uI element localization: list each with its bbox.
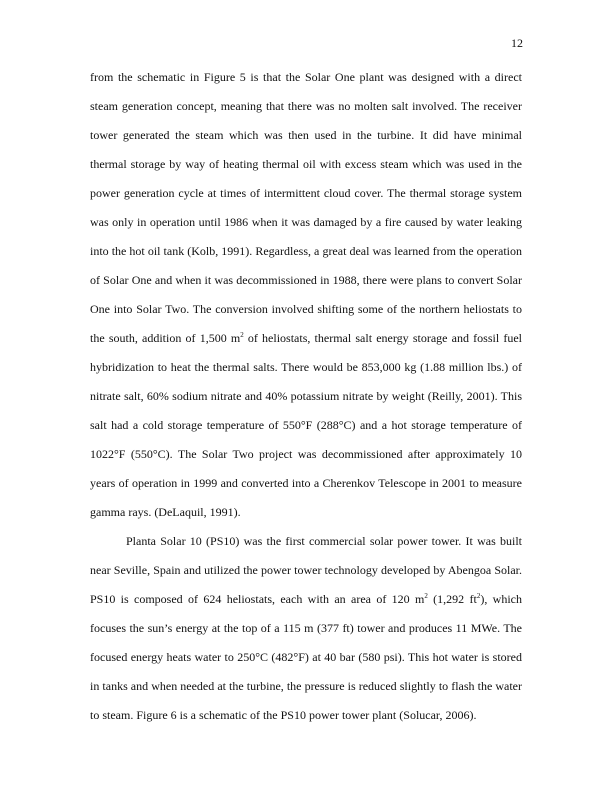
body-text [90,68,522,735]
text-line: into the hot oil tank (Kolb, 1991). Regardless, a great deal was learned from the operation [90,244,522,258]
text-line: tower generated the steam which was then used in the turbine. It did have minimal [90,128,522,142]
text-line: thermal storage by way of heating thermal oil with excess steam which was used in the [90,157,522,171]
superscript: 2 [424,592,428,600]
text-line: to steam. Figure 6 is a schematic of the PS10 power tower plant (Solucar, 2006). [90,708,477,722]
text-fragment: (1,292 ft [427,592,477,606]
text-line: near Seville, Spain and utilized the power tower technology developed by Abengoa Solar. [90,563,522,577]
text-line: focused energy heats water to 250°C (482°F) at 40 bar (580 psi). This hot water is stored [90,650,522,664]
text-line: 1022°F (550°C). The Solar Two project was decommissioned after approximately 10 [90,447,522,461]
text-fragment: of heliostats, thermal salt energy storage and fossil fuel [243,331,522,345]
text-fragment: the south, addition of 1,500 m [90,331,241,345]
text-line: Planta Solar 10 (PS10) was the first commercial solar power tower. It was built [126,534,522,548]
superscript: 2 [240,331,244,339]
text-line: One into Solar Two. The conversion involved shifting some of the northern heliostats to [90,302,522,316]
text-line: nitrate salt, 60% sodium nitrate and 40% potassium nitrate by weight (Reilly, 2001). This [90,389,522,403]
text-line [90,329,522,358]
text-line: years of operation in 1999 and converted into a Cherenkov Telescope in 2001 to measure [90,476,522,490]
text-fragment: PS10 is composed of 624 heliostats, each with an area of 120 m [90,592,425,606]
text-line: salt had a cold storage temperature of 550°F (288°C) and a hot storage temperature of [90,418,522,432]
text-line: power generation cycle at times of intermittent cloud cover. The thermal storage system [90,186,522,200]
text-line: hybridization to heat the thermal salts. There would be 853,000 kg (1.88 million lbs.) of [90,360,522,374]
text-line: of Solar One and when it was decommissioned in 1988, there were plans to convert Solar [90,273,522,287]
text-line: from the schematic in Figure 5 is that the Solar One plant was designed with a direct [90,70,522,84]
text-line: in tanks and when needed at the turbine, the pressure is reduced slightly to flash the water [90,679,522,693]
page-number: 12 [511,36,523,50]
text-line: steam generation concept, meaning that there was no molten salt involved. The receiver [90,99,522,113]
text-line [90,590,522,619]
text-line: focuses the sun’s energy at the top of a 115 m (377 ft) tower and produces 11 MWe. The [90,621,522,635]
text-line: gamma rays. (DeLaquil, 1991). [90,505,241,519]
text-fragment: ), which [480,592,523,606]
text-line: was only in operation until 1986 when it was damaged by a fire caused by water leaking [90,215,522,229]
superscript: 2 [476,592,481,600]
